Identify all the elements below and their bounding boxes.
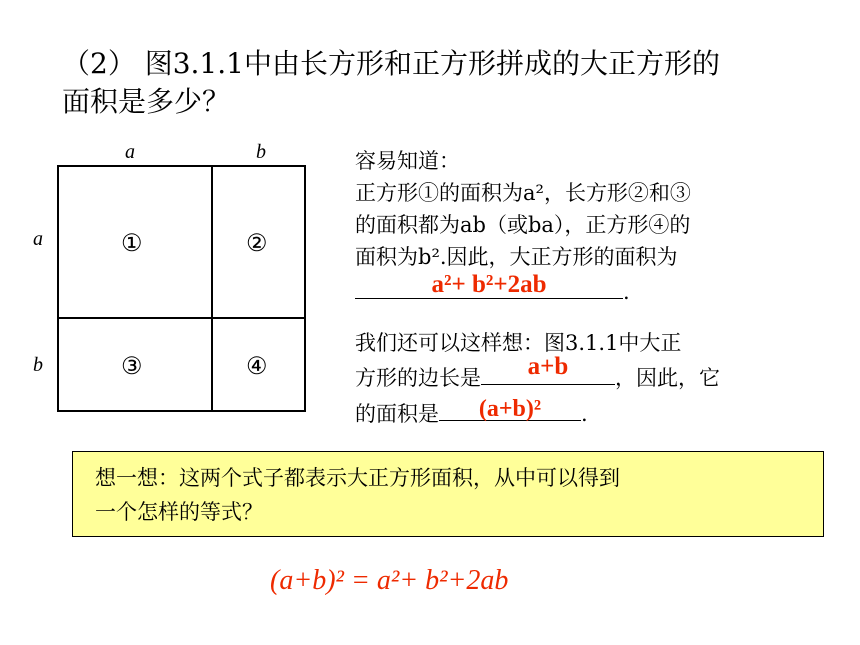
explain-line-7 bbox=[355, 353, 720, 393]
answer-area: a²+ b²+2ab bbox=[431, 271, 547, 298]
callout-line-1: 想一想：这两个式子都表示大正方形面积，从中可以得到 bbox=[95, 466, 620, 490]
region-4-label: ④ bbox=[246, 352, 268, 380]
top-label-a: a bbox=[125, 141, 135, 163]
region-2-label: ② bbox=[246, 229, 268, 257]
line7-prefix: 方形的边长是 bbox=[355, 366, 481, 390]
explain-line-5 bbox=[355, 271, 630, 307]
identity-formula: (a+b)² = a²+ b²+2ab bbox=[270, 565, 509, 596]
explain-line-1: 容易知道： bbox=[355, 149, 460, 173]
think-callout bbox=[72, 451, 824, 537]
callout-line-2: 一个怎样的等式？ bbox=[95, 500, 263, 524]
answer-blank-3 bbox=[439, 398, 581, 421]
line8-prefix: 的面积是 bbox=[355, 402, 439, 426]
question-line-2: 面积是多少？ bbox=[62, 85, 231, 118]
question-line-1: （2） 图3.1.1中由长方形和正方形拼成的大正方形的 bbox=[62, 47, 720, 80]
explain-line-4: 面积为b².因此，大正方形的面积为 bbox=[355, 245, 678, 269]
side-label-b: b bbox=[33, 354, 43, 376]
region-3-label: ③ bbox=[121, 352, 143, 380]
side-label-a: a bbox=[33, 228, 43, 250]
square-figure bbox=[20, 140, 320, 430]
answer-square: (a+b)² bbox=[478, 396, 542, 422]
outer-square bbox=[58, 166, 305, 411]
explain-line-3: 的面积都为ab（或ba），正方形④的 bbox=[355, 213, 691, 237]
answer-blank-2 bbox=[481, 353, 615, 385]
explain-line-6: 我们还可以这样想：图3.1.1中大正 bbox=[355, 331, 682, 355]
line5-end: . bbox=[623, 280, 630, 304]
answer-blank-1 bbox=[355, 271, 623, 299]
line8-end: . bbox=[581, 402, 588, 426]
top-label-b: b bbox=[256, 141, 266, 163]
region-1-label: ① bbox=[121, 229, 143, 257]
explain-line-8 bbox=[355, 398, 588, 429]
answer-side: a+b bbox=[527, 353, 569, 380]
explain-line-2: 正方形①的面积为a²，长方形②和③ bbox=[355, 181, 691, 205]
line7-suffix: ，因此，它 bbox=[615, 366, 720, 390]
